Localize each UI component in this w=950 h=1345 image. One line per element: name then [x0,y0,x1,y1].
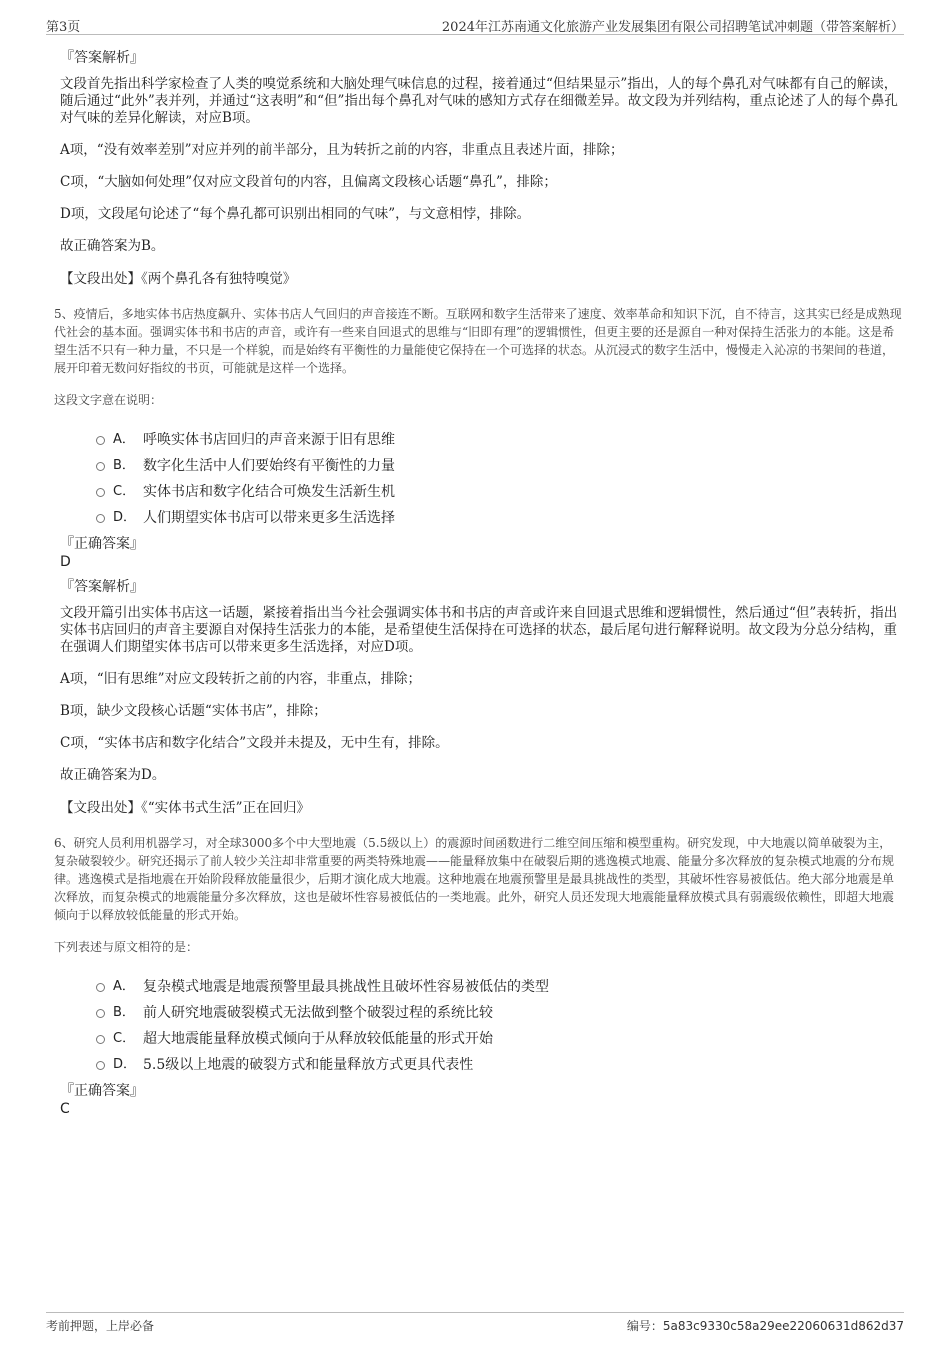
option-letter: D． [113,510,137,525]
option-letter: D． [113,1057,137,1072]
option-text: 数字化生活中人们要始终有平衡性的力量 [143,458,395,474]
prev-source: 【文段出处】《两个鼻孔各有独特嗅觉》 [60,271,297,287]
q5-explain-title: 『答案解析』 [60,579,144,595]
radio-icon[interactable] [96,983,105,992]
q5-option-a-analysis: A项，“旧有思维”对应文段转折之前的内容，非重点，排除； [60,671,422,687]
option-letter: B． [113,1005,135,1020]
option-letter: A． [113,979,135,994]
option-text: 人们期望实体书店可以带来更多生活选择 [143,510,395,526]
option-text: 前人研究地震破裂模式无法做到整个破裂过程的系统比较 [143,1005,493,1021]
option-letter: C． [113,484,136,499]
q5-passage: 5、疫情后，多地实体书店热度飙升、实体书店人气回归的声音接连不断。互联网和数字生活带来了速度、效率革命和知识下沉，自不待言，这其实已经是成熟现代社会的基本面。强调实体书和书店的声音，或许有一些来自回退式的思维与“旧即有理”的逻辑惯性，但更主要的还是源自一种对保持生活张力的本能。这是希望生活不只有一种力量，不只是一个样貌，而是始终有平衡性的力量能使它保持在一个可选择的状态。从沉浸式的数字生活中，慢慢走入沁凉的书架间的巷道，展开印着无数问好指纹的书页，可能就是这样一个选择。 [54,307,902,375]
option-text: 呼唤实体书店回归的声音来源于旧有思维 [143,432,395,448]
q6-option-c[interactable] [96,1026,902,1052]
radio-icon[interactable] [96,462,105,471]
prev-option-d-analysis: D项，文段尾句论述了“每个鼻孔都可识别出相同的气味”，与文意相悖，排除。 [60,206,531,222]
q5-option-b[interactable] [96,453,902,479]
prev-explain-title: 『答案解析』 [60,50,144,66]
q6-answer-title: 『正确答案』 [60,1083,144,1099]
q6-passage: 6、研究人员利用机器学习，对全球3000多个中大型地震（5.5级以上）的震源时间函数进行二维空间压缩和模型重构。研究发现，中大地震以简单破裂为主，复杂破裂较少。研究还揭示了前人较少关注却非常重要的两类特殊地震——能量释放集中在破裂后期的逃逸模式地震、能量分多次释放的复杂模式地震的分布规律。逃逸模式是指地震在开始阶段释放能量很少，后期才演化成大地震。这种地震在地震预警里是最具挑战性的类型，其破坏性容易被低估。绝大部分地震是单次释放，而复杂模式的地震能量分多次释放，这也是破坏性容易被低估的一类地震。此外，研究人员还发现大地震能量释放模式具有弱震级依赖性，即超大地震倾向于以释放较低能量的形式开始。 [54,836,895,922]
footer-slogan: 考前押题，上岸必备 [46,1319,155,1333]
q6-option-b[interactable] [96,1000,902,1026]
footer-id: 编号：5a83c9330c58a29ee22060631d862d37 [626,1319,904,1333]
radio-icon[interactable] [96,1009,105,1018]
option-text: 超大地震能量释放模式倾向于从释放较低能量的形式开始 [143,1031,493,1047]
q6-question: 下列表述与原文相符的是： [54,940,199,954]
prev-explain: 文段首先指出科学家检查了人类的嗅觉系统和大脑处理气味信息的过程，接着通过“但结果显示”指出，人的每个鼻孔对气味都有自己的解读，随后通过“此外”表并列，并通过“这表明”和“但”指出每个鼻孔对气味的感知方式存在细微差异。故文段为并列结构，重点论述了人的每个鼻孔对气味的差异化解读，对应B项。 [60,76,898,126]
q5-conclusion: 故正确答案为D。 [60,767,166,783]
q6-answer: C [60,1101,70,1117]
q5-option-c-analysis: C项，“实体书店和数字化结合”文段并未提及，无中生有，排除。 [60,735,449,751]
radio-icon[interactable] [96,488,105,497]
option-text: 复杂模式地震是地震预警里最具挑战性且破坏性容易被低估的类型 [143,979,549,995]
q5-question: 这段文字意在说明： [54,393,163,407]
q5-option-b-analysis: B项，缺少文段核心话题“实体书店”，排除； [60,703,327,719]
option-letter: B． [113,458,135,473]
radio-icon[interactable] [96,1061,105,1070]
prev-conclusion: 故正确答案为B。 [60,238,165,254]
q6-options [96,974,902,1078]
prev-option-c-analysis: C项，“大脑如何处理”仅对应文段首句的内容，且偏离文段核心话题“鼻孔”，排除； [60,174,557,190]
q6-option-a[interactable] [96,974,902,1000]
q5-source: 【文段出处】《“实体书式生活”正在回归》 [60,800,311,816]
option-text: 5.5级以上地震的破裂方式和能量释放方式更具代表性 [143,1057,474,1073]
option-letter: A． [113,432,135,447]
page-footer [46,1312,904,1337]
q5-option-d[interactable] [96,505,902,531]
prev-option-a-analysis: A项，“没有效率差别”对应并列的前半部分，且为转折之前的内容，非重点且表述片面，排除； [60,142,624,158]
q5-answer-title: 『正确答案』 [60,536,144,552]
q5-option-a[interactable] [96,427,902,453]
radio-icon[interactable] [96,1035,105,1044]
option-text: 实体书店和数字化结合可焕发生活新生机 [143,484,395,500]
q5-explain: 文段开篇引出实体书店这一话题，紧接着指出当今社会强调实体书和书店的声音或许来自回退式思维和逻辑惯性，然后通过“但”表转折，指出实体书店回归的声音主要源自对保持生活张力的本能，是希望使生活保持在可选择的状态，最后尾句进行解释说明。故文段为分总分结构，重在强调人们期望实体书店可以带来更多生活选择，对应D项。 [60,605,898,655]
radio-icon[interactable] [96,514,105,523]
page-header [46,14,904,35]
q5-options [96,427,902,531]
q5-answer: D [60,554,71,570]
q6-option-d[interactable] [96,1052,902,1078]
page-content [54,44,902,1118]
q5-option-c[interactable] [96,479,902,505]
document-title: 2024年江苏南通文化旅游产业发展集团有限公司招聘笔试冲刺题（带答案解析） [441,20,904,35]
option-letter: C． [113,1031,136,1046]
page-number: 第3页 [46,20,81,35]
radio-icon[interactable] [96,436,105,445]
